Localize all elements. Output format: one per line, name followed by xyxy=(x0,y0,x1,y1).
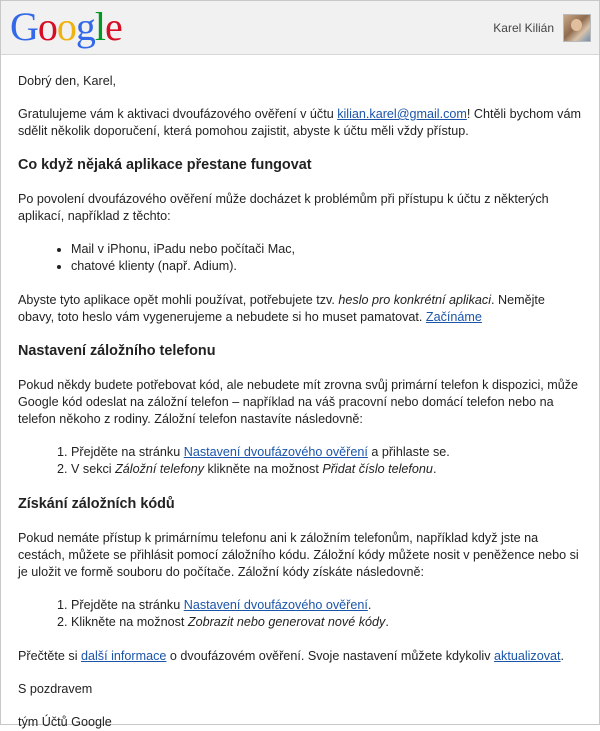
apps-list xyxy=(18,241,583,275)
user-info xyxy=(493,14,591,42)
backup-phone-paragraph: Pokud někdy budete potřebovat kód, ale nebudete mít zrovna svůj primární telefon k dispozici, může Google kód odeslat na záložní telefon – například na váš pracovní nebo domácí telefon nebo na telefon někoho z rodiny. Záložní telefon nastavíte následovně: xyxy=(18,378,579,426)
backup-codes-paragraph: Pokud nemáte přístup k primárnímu telefonu ani k záložním telefonům, například když jste na cestách, můžete se přihlásit pomocí záložního kódu. Záložní kódy můžete nosit v peněžence nebo si je uložit ve formě souboru do počítače. Záložní kódy získáte následovně: xyxy=(18,531,579,579)
email-header xyxy=(1,1,599,55)
backup-codes-steps xyxy=(18,597,583,631)
intro-paragraph: Gratulujeme vám k aktivaci dvoufázového ověření v účtu kilian.karel@gmail.com! Chtěli bychom vám sdělit několik doporučení, která pomohou zajistit, abyste k účtu měli vždy přístup. xyxy=(18,107,581,138)
apps-paragraph: Po povolení dvoufázového ověření může docházet k problémům při přístupu k účtu z některých aplikací, například z těchto: xyxy=(18,192,549,223)
outro-paragraph: Přečtěte si další informace o dvoufázovém ověření. Svoje nastavení můžete kdykoliv aktualizovat. xyxy=(18,649,565,663)
logo-letter: o xyxy=(37,3,57,49)
section-title-backup-codes: Získání záložních kódů xyxy=(18,496,175,512)
list-item: 1. Přejděte na stránku Nastavení dvoufázového ověření a přihlaste se. xyxy=(71,444,583,461)
logo-letter: G xyxy=(10,3,38,49)
get-started-link[interactable]: Začínáme xyxy=(425,310,482,324)
update-settings-link[interactable]: aktualizovat xyxy=(494,649,561,663)
list-item: • chatové klienty (např. Adium). xyxy=(71,258,583,275)
google-logo xyxy=(10,3,122,49)
backup-phone-steps xyxy=(18,444,583,478)
signature-line-1: S pozdravem xyxy=(18,682,93,696)
two-step-settings-link[interactable]: Nastavení dvoufázového ověření xyxy=(183,445,368,459)
list-item: 1. Přejděte na stránku Nastavení dvoufázového ověření. xyxy=(71,597,583,614)
list-item: 2. Klikněte na možnost Zobrazit nebo generovat nové kódy. xyxy=(71,614,583,631)
email-body xyxy=(1,55,599,731)
list-item: • Mail v iPhonu, iPadu nebo počítači Mac, xyxy=(71,241,583,258)
signature-line-2: tým Účtů Google xyxy=(18,715,112,729)
logo-letter: o xyxy=(56,3,76,49)
logo-letter: g xyxy=(75,3,95,49)
logo-letter: e xyxy=(105,3,122,49)
app-password-paragraph: Abyste tyto aplikace opět mohli používat, potřebujete tzv. heslo pro konkrétní aplikaci. Nemějte obavy, toto heslo vám vygenerujeme a nebudete si ho muset pamatovat. Začínáme xyxy=(18,293,545,324)
avatar[interactable] xyxy=(563,14,591,42)
user-name: Karel Kilián xyxy=(493,20,554,35)
greeting: Dobrý den, Karel, xyxy=(18,74,117,88)
email-address-link[interactable]: kilian.karel@gmail.com xyxy=(337,107,467,121)
section-title-apps: Co když nějaká aplikace přestane fungovat xyxy=(18,157,312,173)
section-title-backup-phone: Nastavení záložního telefonu xyxy=(18,343,216,359)
more-info-link[interactable]: další informace xyxy=(81,649,167,663)
two-step-settings-link[interactable]: Nastavení dvoufázového ověření xyxy=(183,598,368,612)
logo-letter: l xyxy=(94,3,106,49)
list-item: 2. V sekci Záložní telefony klikněte na možnost Přidat číslo telefonu. xyxy=(71,461,583,478)
